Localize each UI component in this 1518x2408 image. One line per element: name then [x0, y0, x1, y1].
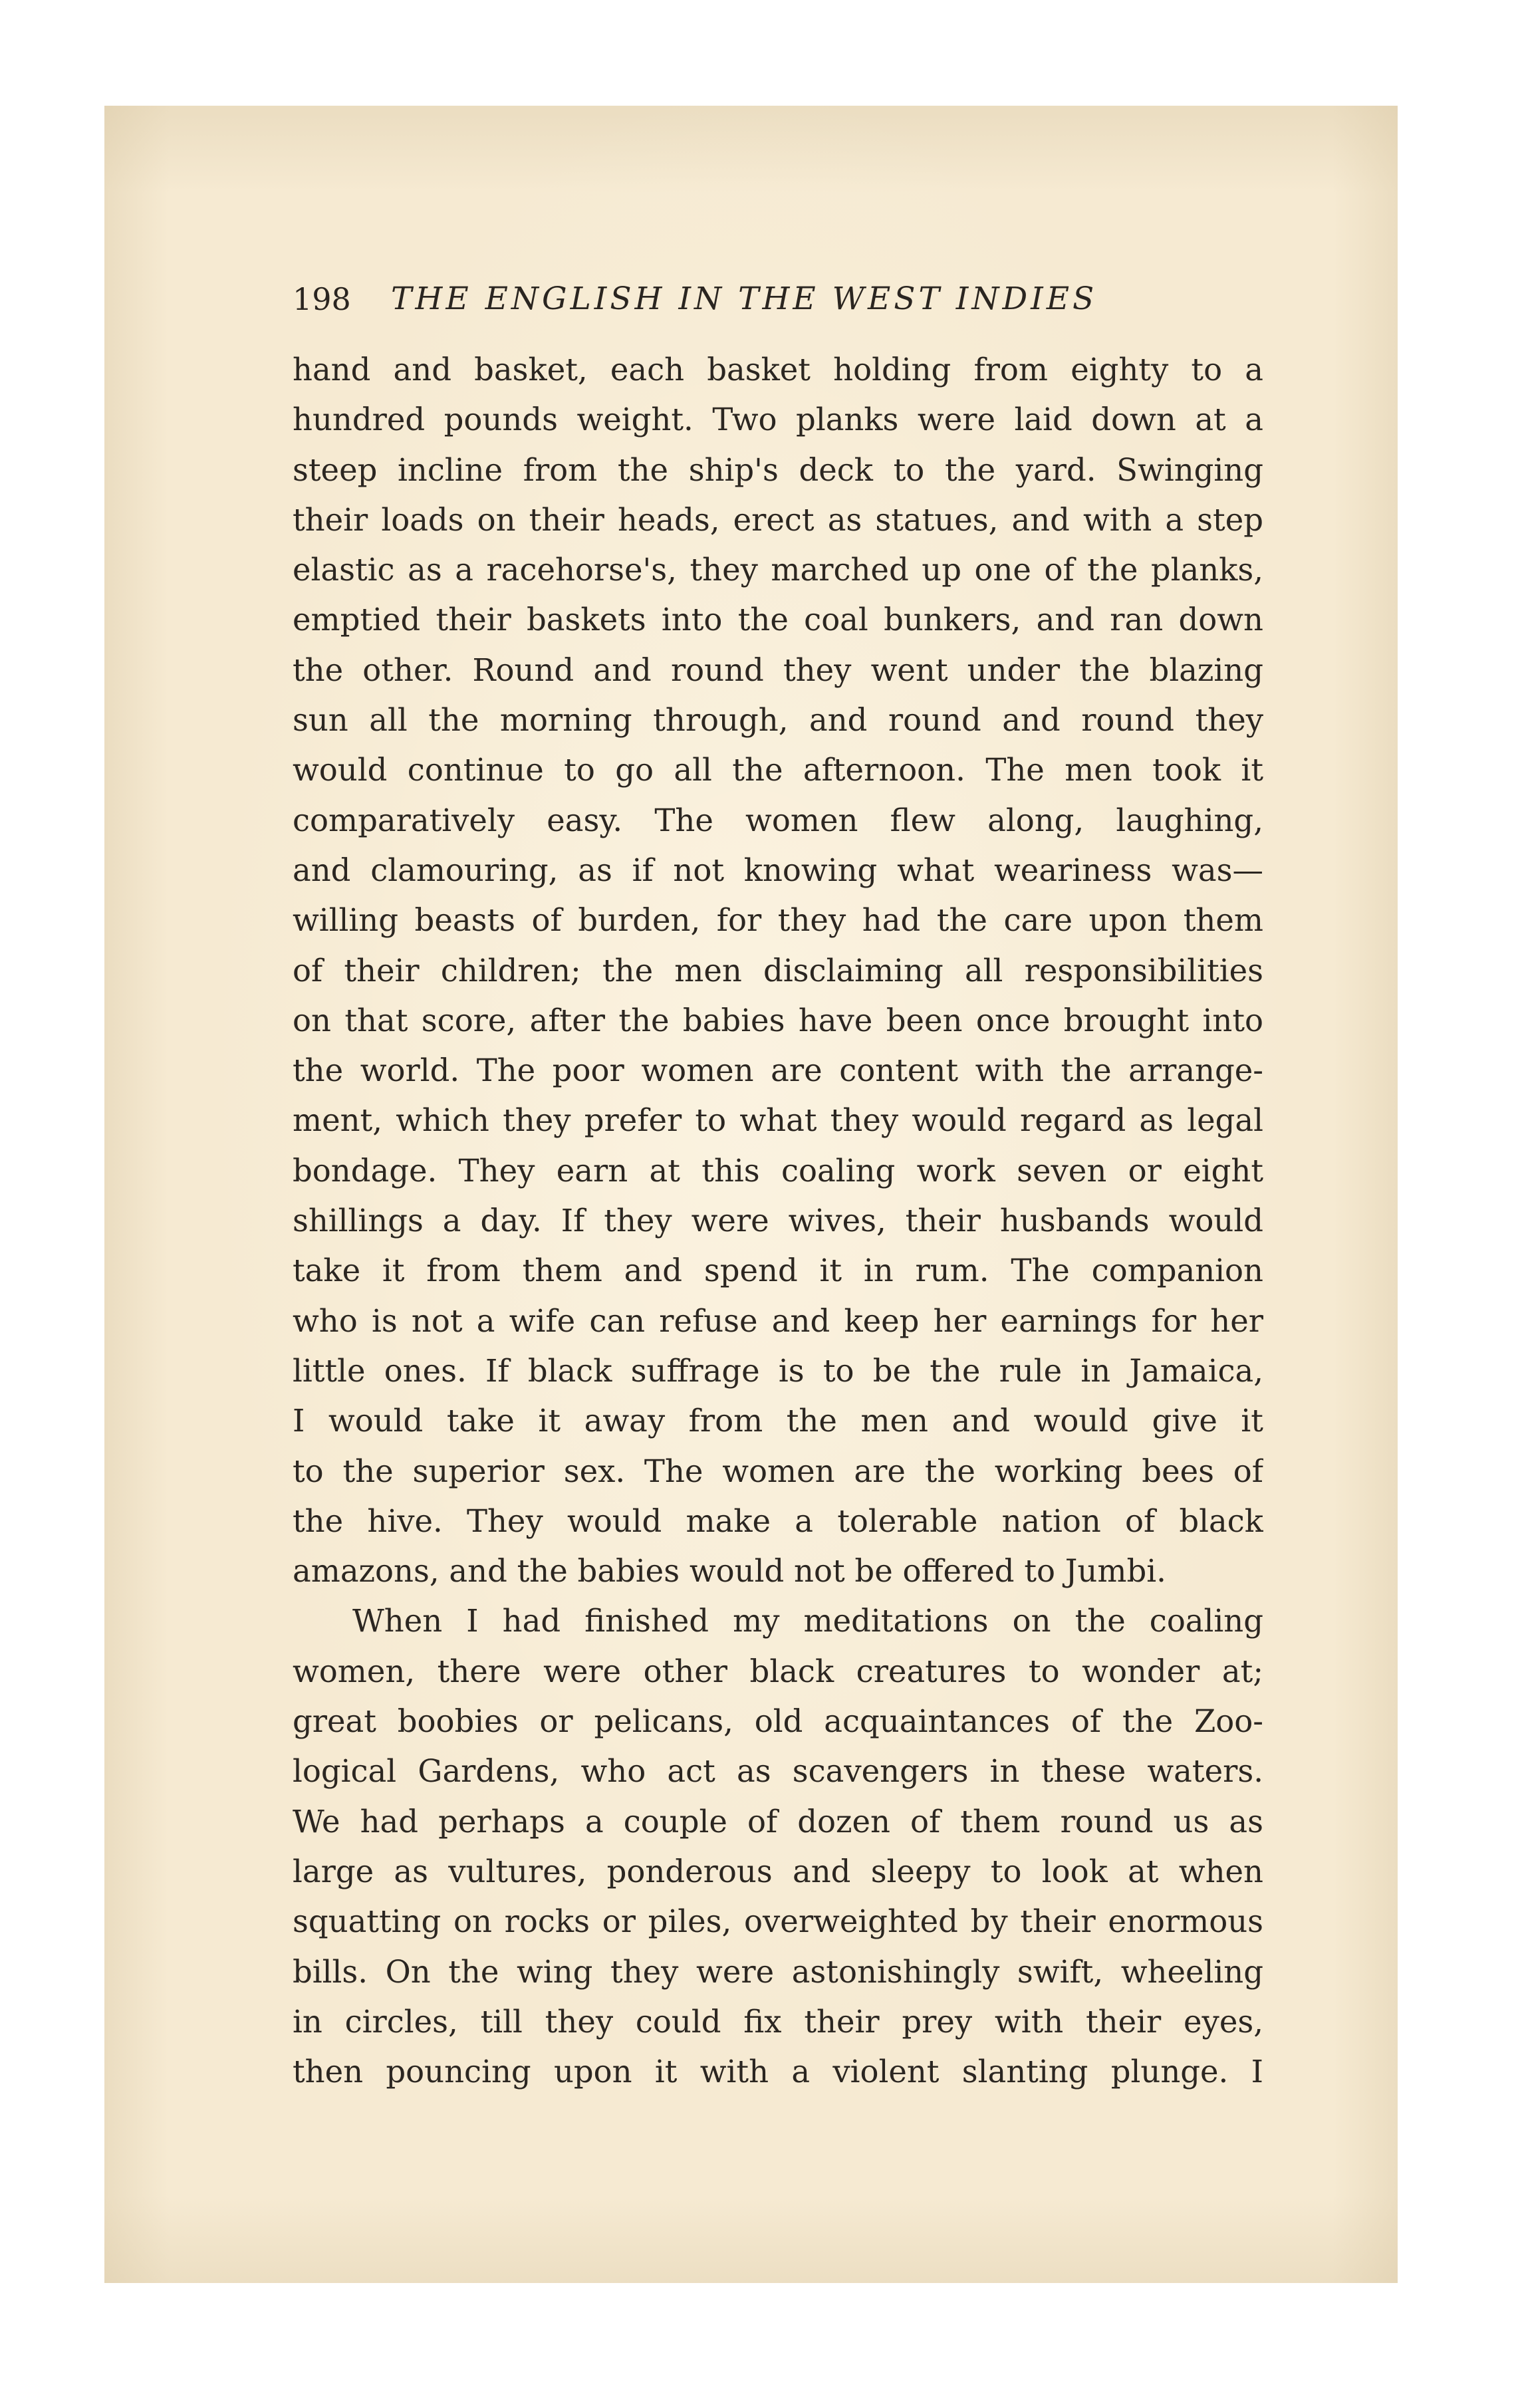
text-line: large as vultures, ponderous and sleepy to look at when: [293, 1853, 1263, 1889]
text-line: elastic as a racehorse's, they marched up one of the planks,: [293, 552, 1263, 588]
text-line: little ones. If black suffrage is to be the rule in Jamaica,: [293, 1352, 1263, 1389]
text-line: the other. Round and round they went under the blazing: [293, 652, 1263, 688]
text-line: bondage. They earn at this coaling work seven or eight: [293, 1152, 1263, 1189]
text-line: comparatively easy. The women flew along, laughing,: [293, 802, 1263, 838]
text-line: women, there were other black creatures to wonder at;: [293, 1653, 1263, 1689]
paragraph-1: [293, 345, 1263, 1596]
text-line: amazons, and the babies would not be offered to Jumbi.: [293, 1553, 1166, 1590]
text-line: take it from them and spend it in rum. The companion: [293, 1253, 1263, 1289]
text-line: of their children; the men disclaiming all responsibilities: [293, 952, 1263, 989]
text-line: the hive. They would make a tolerable nation of black: [293, 1503, 1263, 1539]
text-line: who is not a wife can refuse and keep her earnings for her: [293, 1302, 1263, 1339]
running-title: THE ENGLISH IN THE WEST INDIES: [391, 281, 1098, 317]
text-line: in circles, till they could fix their prey with their eyes,: [293, 2003, 1263, 2040]
text-line: We had perhaps a couple of dozen of them round us as: [293, 1803, 1263, 1840]
page-number: 198: [293, 281, 351, 317]
text-line: steep incline from the ship's deck to the yard. Swinging: [293, 451, 1263, 488]
text-line: sun all the morning through, and round and round they: [293, 702, 1263, 739]
text-line: ment, which they prefer to what they would regard as legal: [293, 1102, 1263, 1139]
text-line: hundred pounds weight. Two planks were laid down at a: [293, 402, 1263, 438]
text-line: great boobies or pelicans, old acquaintances of the Zoo-: [293, 1703, 1263, 1740]
text-line: I would take it away from the men and would give it: [293, 1403, 1263, 1439]
text-line: would continue to go all the afternoon. The men took it: [293, 752, 1263, 788]
body-text: [293, 345, 1263, 2097]
text-line: to the superior sex. The women are the working bees of: [293, 1453, 1263, 1489]
running-header: [293, 276, 1263, 322]
paragraph-2: [293, 1596, 1263, 2097]
text-line: logical Gardens, who act as scavengers in these waters.: [293, 1753, 1263, 1790]
text-line: the world. The poor women are content with the arrange-: [293, 1052, 1263, 1089]
text-line: When I had finished my meditations on the coaling: [352, 1603, 1263, 1639]
text-line: then pouncing upon it with a violent slanting plunge. I: [293, 2054, 1263, 2090]
text-line: on that score, after the babies have been once brought into: [293, 1002, 1263, 1038]
text-line: their loads on their heads, erect as statues, and with a step: [293, 501, 1263, 538]
text-line: and clamouring, as if not knowing what weariness was—: [293, 852, 1263, 888]
text-line: hand and basket, each basket holding from eighty to a: [293, 352, 1263, 388]
text-line: emptied their baskets into the coal bunkers, and ran down: [293, 602, 1263, 638]
text-line: willing beasts of burden, for they had the care upon them: [293, 902, 1263, 939]
text-line: squatting on rocks or piles, overweighted by their enormous: [293, 1903, 1263, 1940]
text-line: shillings a day. If they were wives, their husbands would: [293, 1203, 1263, 1239]
text-line: bills. On the wing they were astonishingly swift, wheeling: [293, 1953, 1263, 1990]
